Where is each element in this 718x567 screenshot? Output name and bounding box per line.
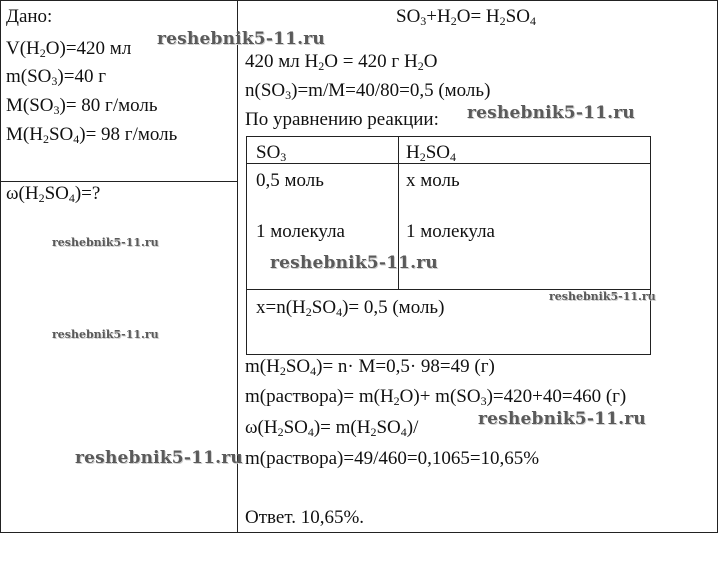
given-find-divider bbox=[0, 181, 238, 182]
table-cell-so3-molecule: 1 молекула bbox=[256, 221, 345, 242]
find-mass-fraction: $\omega(H_2SO_4)=$? bbox=[6, 183, 101, 205]
watermark: reshebnik5-11.ru bbox=[75, 448, 243, 468]
by-reaction-line: По уравнению реакции: bbox=[245, 109, 439, 130]
watermark: reshebnik5-11.ru bbox=[478, 409, 646, 429]
table-cell-h2so4-molecule: 1 молекула bbox=[406, 221, 495, 242]
watermark: reshebnik5-11.ru bbox=[549, 290, 656, 303]
so3-moles-line: $n(SO_3)=m/M=40/80=0,5$ (моль) bbox=[245, 80, 491, 102]
table-head-so3: $SO_3$ bbox=[256, 142, 287, 164]
reaction-ratio-table bbox=[246, 136, 651, 355]
table-head-h2so4: $H_2SO_4$ bbox=[406, 142, 457, 164]
given-volume-water: $V(H_2O)=420$ мл bbox=[6, 38, 132, 60]
watermark: reshebnik5-11.ru bbox=[52, 328, 159, 341]
watermark: reshebnik5-11.ru bbox=[157, 29, 325, 49]
given-mass-so3: $m(SO_3)=40$ г bbox=[6, 66, 106, 88]
table-result-x: $x=n(H_2SO_4)= 0,5$ (моль) bbox=[256, 297, 445, 319]
solution-mass-line: m(раствора)= $m(H_2O)+ m(SO_3)=420+40=460$ (г) bbox=[245, 386, 627, 408]
answer-line: Ответ. 10,65%. bbox=[245, 507, 365, 528]
table-cell-so3-moles: 0,5 моль bbox=[256, 170, 324, 191]
mass-fraction-result-line: m(раствора)=49/460=0,1065=10,65% bbox=[245, 448, 540, 469]
table-cell-h2so4-moles: x моль bbox=[406, 170, 460, 191]
watermark: reshebnik5-11.ru bbox=[270, 253, 438, 273]
water-mass-line: 420 мл $H_2O = 420$ г $H_2O$ bbox=[245, 51, 438, 73]
given-molar-mass-h2so4: $M(H_2SO_4)= 98$ г/моль bbox=[6, 124, 178, 146]
mass-fraction-formula-line: $\omega(H_2SO_4)= m(H_2SO_4)/$ bbox=[245, 417, 419, 439]
given-molar-mass-so3: $M(SO_3)= 80$ г/моль bbox=[6, 95, 158, 117]
ratio-table-header-divider bbox=[246, 163, 650, 164]
h2so4-mass-line: $m(H_2SO_4)= n\cdot M=0,5\cdot 98=49$ (г) bbox=[245, 356, 495, 378]
watermark: reshebnik5-11.ru bbox=[467, 103, 635, 123]
watermark: reshebnik5-11.ru bbox=[52, 236, 159, 249]
reaction-equation: $SO_3+H_2O= H_2SO_4$ bbox=[396, 6, 536, 28]
given-title: Дано: bbox=[6, 6, 53, 27]
